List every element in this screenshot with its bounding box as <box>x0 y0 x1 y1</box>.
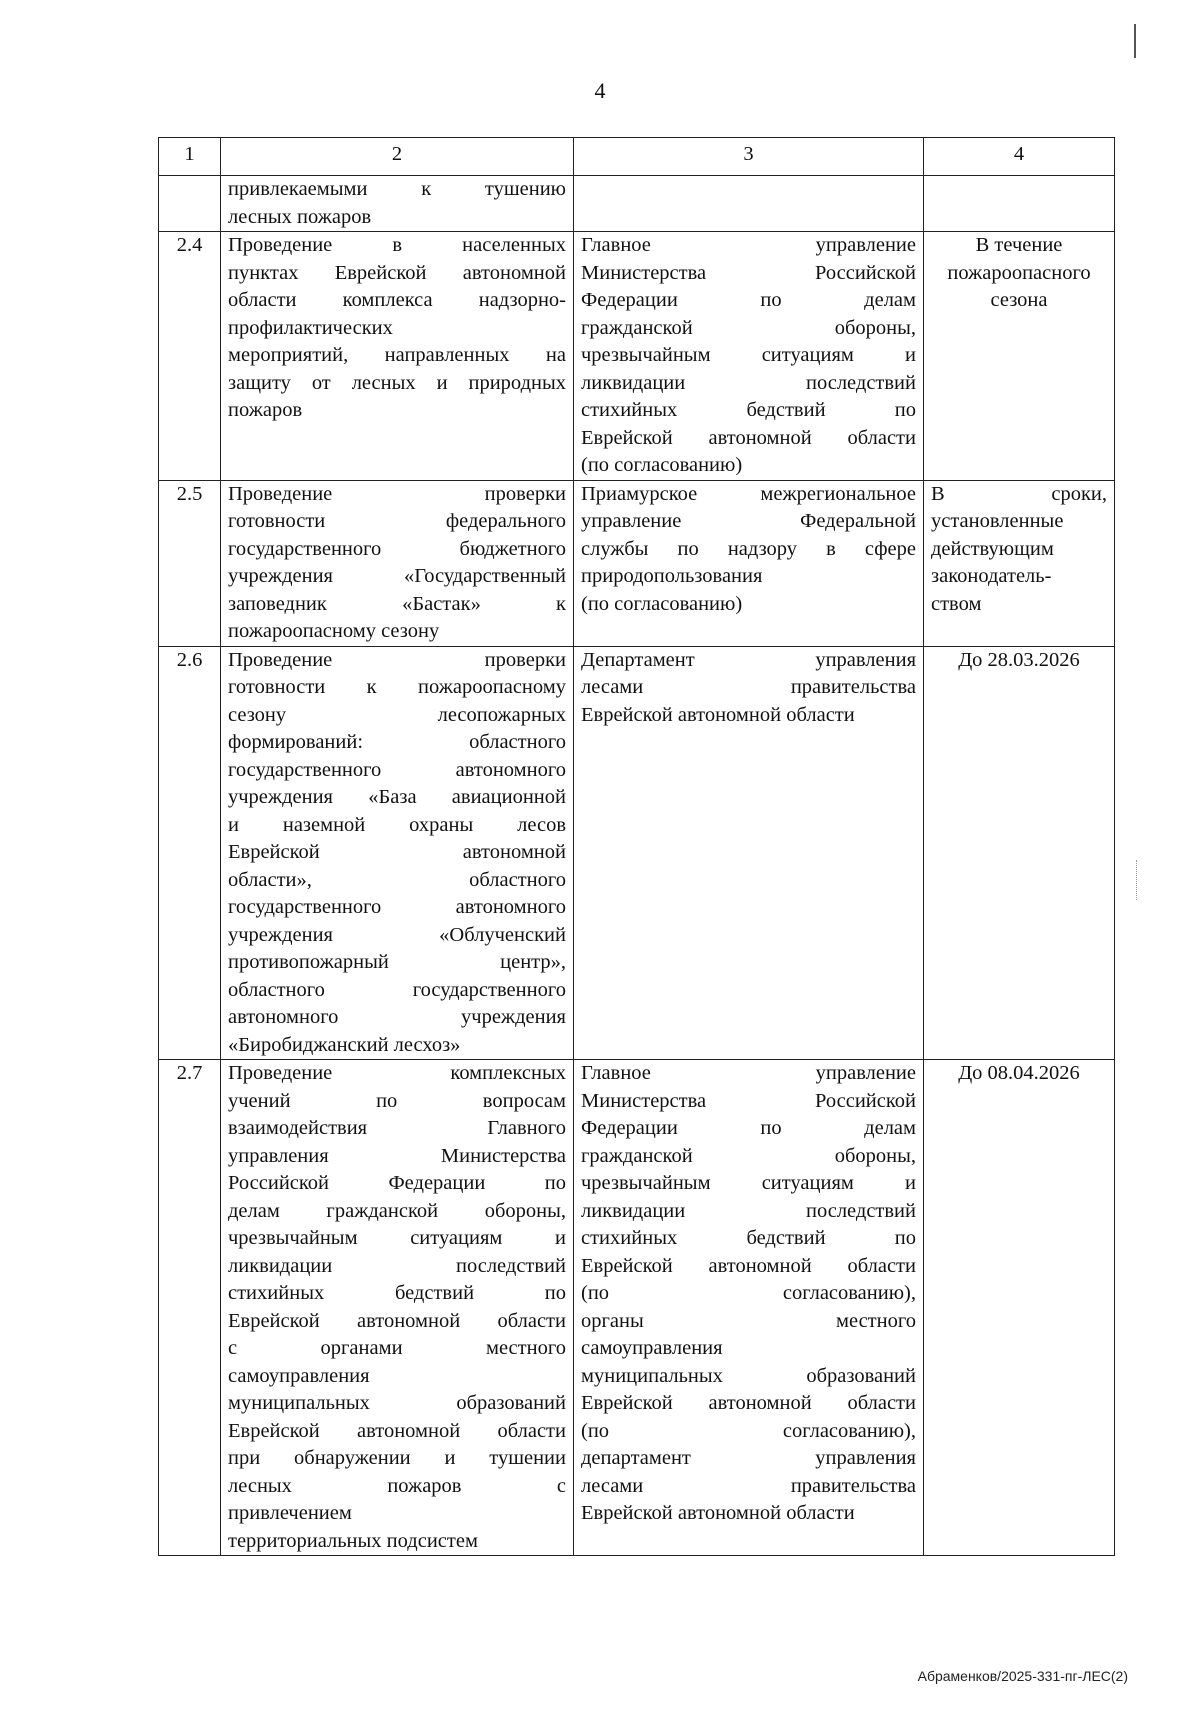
event-cell-line: областного государственного <box>228 978 566 1001</box>
event-cell-line: мероприятий, направленных на <box>228 344 566 366</box>
event-cell-line: управления Министерства <box>228 1144 566 1167</box>
executor-cell-line: Еврейской автономной области <box>581 1254 916 1277</box>
deadline-cell-line: До 28.03.2026 <box>958 648 1080 671</box>
table-body <box>159 176 1115 1556</box>
event-cell-line: Еврейской автономной области <box>228 1419 566 1442</box>
executor-cell-line: управление Федеральной <box>581 510 916 532</box>
executor-cell <box>574 232 924 481</box>
event-cell-line: привлечением <box>228 1502 352 1524</box>
table-row <box>159 232 1115 481</box>
executor-cell-line: органы местного <box>581 1309 916 1332</box>
table-row <box>159 1060 1115 1556</box>
event-cell-line: делам гражданской обороны, <box>228 1199 566 1222</box>
event-cell-line: противопожарный центр», <box>228 951 566 973</box>
event-cell-line: «Биробиджанский лесхоз» <box>228 1033 461 1056</box>
executor-cell-line: Департамент управления <box>581 648 916 671</box>
event-cell <box>221 176 574 232</box>
executor-cell <box>574 1060 924 1556</box>
page-number: 4 <box>594 78 606 103</box>
event-cell-line: лесных пожаров <box>228 205 372 228</box>
event-cell-line: муниципальных образований <box>228 1392 566 1414</box>
event-cell-line: учреждения «Облученский <box>228 923 566 946</box>
executor-cell-line: ликвидации последствий <box>581 371 916 394</box>
deadline-cell-line: В сроки, <box>931 482 1107 505</box>
header-col-4: 4 <box>924 138 1115 176</box>
event-cell-line: учений по вопросам <box>228 1089 566 1112</box>
header-col-3: 3 <box>574 138 924 176</box>
deadline-cell-line: До 08.04.2026 <box>958 1062 1080 1084</box>
event-cell-line: формирований: областного <box>228 731 566 753</box>
event-cell-line: Проведение в населенных <box>228 234 566 256</box>
executor-cell-line: Приамурское межрегиональное <box>581 482 916 505</box>
executor-cell <box>574 480 924 646</box>
event-cell-line: самоуправления <box>228 1364 370 1387</box>
executor-cell-line: Министерства Российской <box>581 261 916 284</box>
scan-edge-dots <box>1136 860 1138 900</box>
event-cell-line: пунктах Еврейской автономной <box>228 261 566 284</box>
executor-cell-line: ликвидации последствий <box>581 1199 916 1222</box>
executor-cell-line: (по согласованию) <box>581 592 743 615</box>
event-cell-line: при обнаружении и тушении <box>228 1447 566 1469</box>
executor-cell-line: (по согласованию), <box>581 1419 916 1442</box>
deadline-cell <box>924 646 1115 1060</box>
event-cell-line: защиту от лесных и природных <box>228 371 566 394</box>
deadline-cell-line: установленные <box>931 510 1064 532</box>
event-cell-line: территориальных подсистем <box>228 1529 478 1552</box>
event-cell-line: области», областного <box>228 868 566 891</box>
executor-cell-line: Главное управление <box>581 234 916 256</box>
event-cell-line: государственного бюджетного <box>228 537 566 560</box>
row-number: 2.6 <box>159 646 221 1060</box>
event-cell-line: привлекаемыми к тушению <box>228 178 566 200</box>
deadline-cell <box>924 480 1115 646</box>
row-number: 2.4 <box>159 232 221 481</box>
deadline-cell <box>924 176 1115 232</box>
executor-cell-line: Главное управление <box>581 1062 916 1084</box>
event-cell-line: учреждения «Государственный <box>228 565 566 587</box>
deadline-cell-line: ством <box>931 592 982 615</box>
deadline-cell-line: законодатель- <box>931 565 1052 587</box>
event-cell-line: лесных пожаров с <box>228 1474 566 1497</box>
executor-cell-line: природопользования <box>581 565 763 587</box>
event-cell-line: и наземной охраны лесов <box>228 813 566 836</box>
executor-cell-line: Еврейской автономной области <box>581 426 916 449</box>
executor-cell-line: гражданской обороны, <box>581 1144 916 1167</box>
event-cell-line: сезону лесопожарных <box>228 703 566 726</box>
event-cell-line: взаимодействия Главного <box>228 1117 566 1139</box>
event-cell <box>221 232 574 481</box>
executor-cell-line: лесами правительства <box>581 1474 916 1497</box>
event-cell-line: Еврейской автономной <box>228 841 566 863</box>
executor-cell-line: муниципальных образований <box>581 1364 916 1387</box>
executor-cell-line: стихийных бедствий по <box>581 1227 916 1249</box>
executor-cell-line: самоуправления <box>581 1337 723 1359</box>
header-col-1: 1 <box>159 138 221 176</box>
executor-cell-line: чрезвычайным ситуациям и <box>581 344 916 366</box>
executor-cell-line: (по согласованию), <box>581 1282 916 1304</box>
executor-cell-line: лесами правительства <box>581 676 916 698</box>
event-cell-line: готовности федерального <box>228 510 566 532</box>
event-cell-line: Проведение комплексных <box>228 1062 566 1084</box>
table-row <box>159 176 1115 232</box>
header-col-2: 2 <box>221 138 574 176</box>
executor-cell-line: Еврейской автономной области <box>581 1502 855 1524</box>
event-cell-line: учреждения «База авиационной <box>228 786 566 808</box>
event-cell-line: профилактических <box>228 316 393 339</box>
scan-edge-mark <box>1134 24 1136 58</box>
executor-cell-line: Федерации по делам <box>581 1117 916 1139</box>
deadline-cell-line: сезона <box>990 289 1048 311</box>
deadline-cell <box>924 232 1115 481</box>
event-cell-line: государственного автономного <box>228 896 566 918</box>
event-cell-line: с органами местного <box>228 1337 566 1359</box>
executor-cell-line: департамент управления <box>581 1447 916 1469</box>
event-cell-line: чрезвычайным ситуациям и <box>228 1227 566 1249</box>
event-cell-line: пожаров <box>228 399 303 421</box>
executor-cell-line: чрезвычайным ситуациям и <box>581 1172 916 1194</box>
event-cell-line: области комплекса надзорно- <box>228 289 566 311</box>
row-number: 2.5 <box>159 480 221 646</box>
deadline-cell-line: пожароопасного <box>947 261 1091 284</box>
event-cell-line: пожароопасному сезону <box>228 620 440 642</box>
event-cell-line: ликвидации последствий <box>228 1254 566 1277</box>
executor-cell <box>574 646 924 1060</box>
deadline-cell <box>924 1060 1115 1556</box>
executor-cell-line: (по согласованию) <box>581 454 743 476</box>
executor-cell-line: стихийных бедствий по <box>581 399 916 421</box>
table-row <box>159 480 1115 646</box>
event-cell-line: Еврейской автономной области <box>228 1309 566 1332</box>
document-reference: Абраменков/2025-331-пг-ЛЕС(2) <box>917 1668 1128 1684</box>
deadline-cell-line: В течение <box>975 234 1063 256</box>
row-number <box>159 176 221 232</box>
executor-cell-line: Федерации по делам <box>581 289 916 311</box>
event-cell-line: заповедник «Бастак» к <box>228 592 566 615</box>
event-cell-line: готовности к пожароопасному <box>228 676 566 698</box>
event-cell <box>221 480 574 646</box>
event-cell-line: государственного автономного <box>228 758 566 781</box>
executor-cell-line: службы по надзору в сфере <box>581 537 916 560</box>
fire-season-plan-table <box>158 137 1115 1556</box>
row-number: 2.7 <box>159 1060 221 1556</box>
executor-cell-line: Еврейской автономной области <box>581 703 855 726</box>
executor-cell-line: Министерства Российской <box>581 1089 916 1112</box>
table-row <box>159 646 1115 1060</box>
event-cell-line: Проведение проверки <box>228 648 566 671</box>
executor-cell-line: Еврейской автономной области <box>581 1392 916 1414</box>
executor-cell <box>574 176 924 232</box>
event-cell-line: автономного учреждения <box>228 1006 566 1028</box>
deadline-cell-line: действующим <box>931 537 1054 560</box>
executor-cell-line: гражданской обороны, <box>581 316 916 339</box>
event-cell-line: Российской Федерации по <box>228 1172 566 1194</box>
event-cell-line: Проведение проверки <box>228 482 566 505</box>
event-cell-line: стихийных бедствий по <box>228 1282 566 1304</box>
table-header-row <box>159 138 1115 176</box>
event-cell <box>221 1060 574 1556</box>
event-cell <box>221 646 574 1060</box>
